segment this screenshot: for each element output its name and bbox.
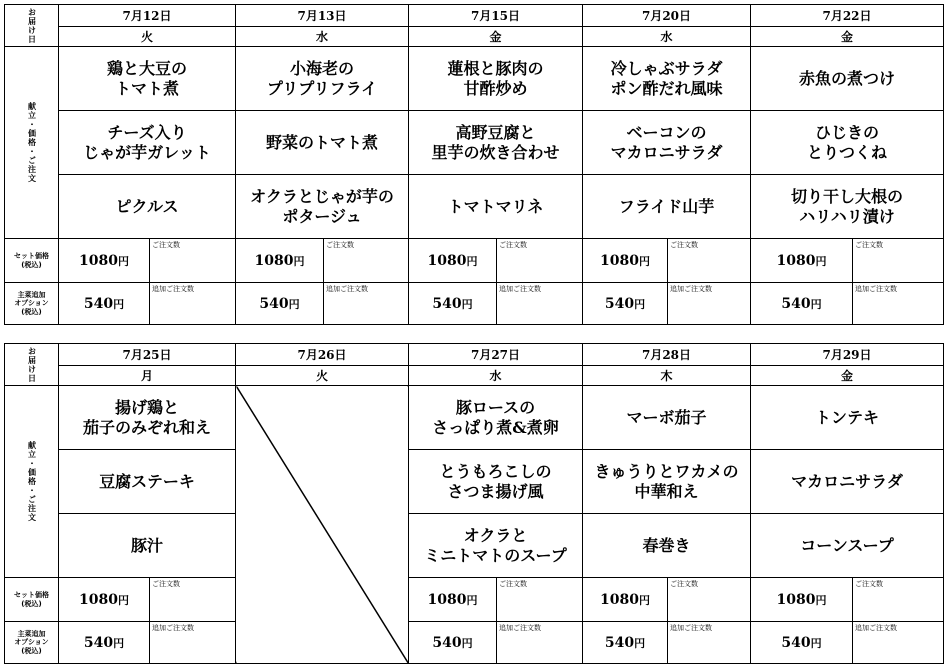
dish-name xyxy=(409,175,583,239)
extra-order-quantity-field[interactable] xyxy=(150,622,236,664)
set-price-value: 1080 xyxy=(600,252,639,269)
dish-name xyxy=(583,47,751,111)
dish-name-line: 中華和え xyxy=(634,481,699,501)
currency-label: 円 xyxy=(293,254,305,268)
currency-label: 円 xyxy=(815,254,827,268)
set-price xyxy=(583,578,668,622)
order-quantity-field[interactable] xyxy=(668,239,751,283)
option-price-value: 540 xyxy=(259,295,289,312)
dish-name xyxy=(236,175,409,239)
dish-name xyxy=(583,111,751,175)
option-price-value: 540 xyxy=(83,295,114,312)
dish-name xyxy=(409,514,583,578)
option-price xyxy=(583,622,668,664)
dish-row xyxy=(5,514,944,578)
currency-label: 円 xyxy=(117,593,129,607)
delivery-date: 7月13日 xyxy=(236,5,409,27)
currency-label: 円 xyxy=(634,636,646,650)
order-quantity-field[interactable] xyxy=(853,239,944,283)
dish-name-line: フライド山芋 xyxy=(618,196,715,216)
dish-name-line: 小海老の xyxy=(289,58,354,78)
dish-name xyxy=(583,450,751,514)
set-price-value: 1080 xyxy=(776,252,816,269)
currency-label: 円 xyxy=(634,297,646,311)
order-quantity-field[interactable] xyxy=(668,578,751,622)
set-price-value: 1080 xyxy=(79,591,118,608)
set-price-value: 1080 xyxy=(600,591,639,608)
dish-name xyxy=(236,47,409,111)
delivery-date: 7月27日 xyxy=(409,344,583,366)
currency-label: 円 xyxy=(810,297,822,311)
extra-order-quantity-field[interactable] xyxy=(497,622,583,664)
dish-name-line: きゅうりとワカメの xyxy=(594,461,739,481)
dish-row xyxy=(5,386,944,450)
option-price-value: 540 xyxy=(781,295,811,312)
menu-table-week-2 xyxy=(4,343,944,664)
delivery-date-label: お届け日 xyxy=(5,5,59,47)
dish-name-line: マカロニサラダ xyxy=(791,471,903,491)
set-price-value: 1080 xyxy=(427,252,467,269)
dish-name-line: マカロニサラダ xyxy=(610,142,723,162)
dish-name xyxy=(409,111,583,175)
dish-name xyxy=(409,47,583,111)
set-price-value: 1080 xyxy=(776,591,816,608)
option-price-label: 主菜追加 オプション (税込) xyxy=(5,283,59,325)
dish-name-line: 揚げ鶏と xyxy=(114,397,179,417)
option-price xyxy=(583,283,668,325)
weekday: 月 xyxy=(59,366,236,386)
dish-row xyxy=(5,175,944,239)
order-quantity-label: ご注文数 xyxy=(670,580,698,588)
currency-label: 円 xyxy=(113,297,125,311)
dish-name-line: オクラと xyxy=(463,525,528,545)
dish-row xyxy=(5,450,944,514)
set-price xyxy=(59,239,150,283)
weekday: 水 xyxy=(236,27,409,47)
order-quantity-label: ご注文数 xyxy=(152,580,180,588)
extra-order-quantity-label: 追加ご注文数 xyxy=(855,285,897,293)
dish-name-line: 春巻き xyxy=(642,535,691,555)
dish-name-line: 高野豆腐と xyxy=(455,122,536,142)
date-row xyxy=(5,344,944,366)
set-price xyxy=(751,578,853,622)
extra-order-quantity-field[interactable] xyxy=(853,622,944,664)
weekday: 木 xyxy=(583,366,751,386)
option-price-value: 540 xyxy=(604,634,635,651)
extra-order-quantity-label: 追加ご注文数 xyxy=(152,624,194,632)
dish-name-line: ベーコンの xyxy=(626,122,707,142)
extra-order-quantity-label: 追加ご注文数 xyxy=(499,285,541,293)
dish-name-line: ひじきの xyxy=(814,122,879,142)
weekday: 金 xyxy=(751,27,944,47)
order-quantity-label: ご注文数 xyxy=(855,241,883,249)
option-price-row xyxy=(5,283,944,325)
extra-order-quantity-label: 追加ご注文数 xyxy=(855,624,897,632)
option-price-value: 540 xyxy=(83,634,114,651)
dish-name-line: さっぱり煮&煮卵 xyxy=(432,417,559,437)
currency-label: 円 xyxy=(466,593,478,607)
dish-name-line: チーズ入り xyxy=(107,122,187,142)
delivery-date: 7月29日 xyxy=(751,344,944,366)
dish-name-line: 茄子のみぞれ和え xyxy=(82,417,211,437)
dish-name-line: とりつくね xyxy=(806,142,887,162)
order-quantity-field[interactable] xyxy=(853,578,944,622)
option-price xyxy=(409,622,497,664)
option-price xyxy=(59,622,150,664)
closed-day-cell xyxy=(236,386,409,664)
set-price-value: 1080 xyxy=(427,591,467,608)
option-price xyxy=(751,283,853,325)
set-price xyxy=(409,239,497,283)
dish-name xyxy=(59,386,236,450)
set-price-row xyxy=(5,239,944,283)
set-price-label: セット価格 (税込) xyxy=(5,239,59,283)
dish-name-line: さつま揚げ風 xyxy=(447,481,544,501)
dish-name-line: 鶏と大豆の xyxy=(106,58,187,78)
dish-name-line: 豚汁 xyxy=(130,535,163,555)
order-quantity-field[interactable] xyxy=(324,239,409,283)
dish-name xyxy=(751,175,944,239)
order-quantity-label: ご注文数 xyxy=(152,241,180,249)
date-row xyxy=(5,5,944,27)
weekday: 火 xyxy=(59,27,236,47)
extra-order-quantity-field[interactable] xyxy=(324,283,409,325)
option-price-label: 主菜追加 オプション (税込) xyxy=(5,622,59,664)
dish-name-line: コーンスープ xyxy=(800,535,894,555)
delivery-date: 7月20日 xyxy=(583,5,751,27)
dish-name xyxy=(236,111,409,175)
currency-label: 円 xyxy=(117,254,129,268)
dish-name xyxy=(583,175,751,239)
option-price xyxy=(59,283,150,325)
set-price xyxy=(751,239,853,283)
dish-name-line: 豚ロースの xyxy=(455,397,536,417)
dish-name-line: トンテキ xyxy=(814,407,879,427)
dish-name-line: 豆腐ステーキ xyxy=(99,471,195,491)
weekday-row xyxy=(5,366,944,386)
dish-name-line: 野菜のトマト煮 xyxy=(265,132,378,152)
extra-order-quantity-label: 追加ご注文数 xyxy=(152,285,194,293)
dish-name xyxy=(59,175,236,239)
extra-order-quantity-label: 追加ご注文数 xyxy=(326,285,368,293)
dish-name xyxy=(583,514,751,578)
dish-name-line: ポタージュ xyxy=(282,206,362,226)
dish-name-line: 冷しゃぶサラダ xyxy=(610,58,723,78)
option-price xyxy=(409,283,497,325)
currency-label: 円 xyxy=(638,593,650,607)
option-price-row xyxy=(5,622,944,664)
dish-name-line: ピクルス xyxy=(115,196,179,216)
currency-label: 円 xyxy=(466,254,478,268)
dish-name-line: とうもろこしの xyxy=(439,461,552,481)
weekday-row xyxy=(5,27,944,47)
extra-order-quantity-field[interactable] xyxy=(497,283,583,325)
delivery-date: 7月25日 xyxy=(59,344,236,366)
extra-order-quantity-label: 追加ご注文数 xyxy=(499,624,541,632)
currency-label: 円 xyxy=(461,636,473,650)
dish-row xyxy=(5,47,944,111)
dish-name xyxy=(59,47,236,111)
option-price-value: 540 xyxy=(432,634,462,651)
set-price xyxy=(409,578,497,622)
dish-row xyxy=(5,111,944,175)
order-quantity-label: ご注文数 xyxy=(499,241,527,249)
set-price-value: 1080 xyxy=(79,252,118,269)
option-price xyxy=(751,622,853,664)
order-quantity-label: ご注文数 xyxy=(499,580,527,588)
dish-name xyxy=(59,450,236,514)
dish-name-line: 切り干し大根の xyxy=(790,186,903,206)
dish-name-line: 里芋の炊き合わせ xyxy=(431,142,560,162)
order-quantity-label: ご注文数 xyxy=(326,241,354,249)
delivery-date: 7月15日 xyxy=(409,5,583,27)
delivery-date-label: お届け日 xyxy=(5,344,59,386)
dish-name xyxy=(59,514,236,578)
currency-label: 円 xyxy=(815,593,827,607)
menu-label: 献立・価格・ご注文 xyxy=(5,386,59,578)
currency-label: 円 xyxy=(288,297,300,311)
dish-name xyxy=(409,450,583,514)
currency-label: 円 xyxy=(810,636,822,650)
dish-name xyxy=(751,111,944,175)
delivery-date: 7月28日 xyxy=(583,344,751,366)
weekday: 水 xyxy=(583,27,751,47)
extra-order-quantity-field[interactable] xyxy=(668,622,751,664)
order-quantity-label: ご注文数 xyxy=(670,241,698,249)
extra-order-quantity-field[interactable] xyxy=(668,283,751,325)
dish-name-line: ミニトマトのスープ xyxy=(424,545,567,565)
order-quantity-field[interactable] xyxy=(150,239,236,283)
order-quantity-field[interactable] xyxy=(150,578,236,622)
weekday: 金 xyxy=(409,27,583,47)
dish-name xyxy=(751,47,944,111)
dish-name xyxy=(409,386,583,450)
extra-order-quantity-label: 追加ご注文数 xyxy=(670,285,712,293)
set-price xyxy=(236,239,324,283)
currency-label: 円 xyxy=(461,297,473,311)
dish-name-line: 赤魚の煮つけ xyxy=(798,68,895,88)
dish-name-line: ハリハリ漬け xyxy=(799,206,895,226)
order-quantity-field[interactable] xyxy=(497,578,583,622)
dish-name xyxy=(59,111,236,175)
set-price xyxy=(583,239,668,283)
weekday: 金 xyxy=(751,366,944,386)
weekday: 水 xyxy=(409,366,583,386)
set-price xyxy=(59,578,150,622)
delivery-date: 7月26日 xyxy=(236,344,409,366)
dish-name xyxy=(583,386,751,450)
delivery-date: 7月22日 xyxy=(751,5,944,27)
option-price-value: 540 xyxy=(604,295,635,312)
dish-name-line: じゃが芋ガレット xyxy=(83,142,211,162)
menu-table-week-1 xyxy=(4,4,944,325)
currency-label: 円 xyxy=(113,636,125,650)
delivery-date: 7月12日 xyxy=(59,5,236,27)
order-quantity-field[interactable] xyxy=(497,239,583,283)
extra-order-quantity-field[interactable] xyxy=(853,283,944,325)
weekday: 火 xyxy=(236,366,409,386)
dish-name-line: ポン酢だれ風味 xyxy=(610,78,723,98)
order-quantity-label: ご注文数 xyxy=(855,580,883,588)
dish-name-line: 甘酢炒め xyxy=(463,78,528,98)
option-price-value: 540 xyxy=(432,295,462,312)
dish-name-line: マーボ茄子 xyxy=(626,407,707,427)
extra-order-quantity-field[interactable] xyxy=(150,283,236,325)
currency-label: 円 xyxy=(638,254,650,268)
dish-name-line: トマトマリネ xyxy=(447,196,544,216)
dish-name-line: プリプリフライ xyxy=(266,78,378,98)
dish-name xyxy=(751,386,944,450)
dish-name xyxy=(751,514,944,578)
extra-order-quantity-label: 追加ご注文数 xyxy=(670,624,712,632)
set-price-row xyxy=(5,578,944,622)
option-price xyxy=(236,283,324,325)
menu-label: 献立・価格・ご注文 xyxy=(5,47,59,239)
dish-name-line: オクラとじゃが芋の xyxy=(250,186,394,206)
dish-name-line: トマト煮 xyxy=(114,78,179,98)
dish-name-line: 蓮根と豚肉の xyxy=(447,58,544,78)
option-price-value: 540 xyxy=(781,634,811,651)
set-price-value: 1080 xyxy=(254,252,294,269)
set-price-label: セット価格 (税込) xyxy=(5,578,59,622)
dish-name xyxy=(751,450,944,514)
